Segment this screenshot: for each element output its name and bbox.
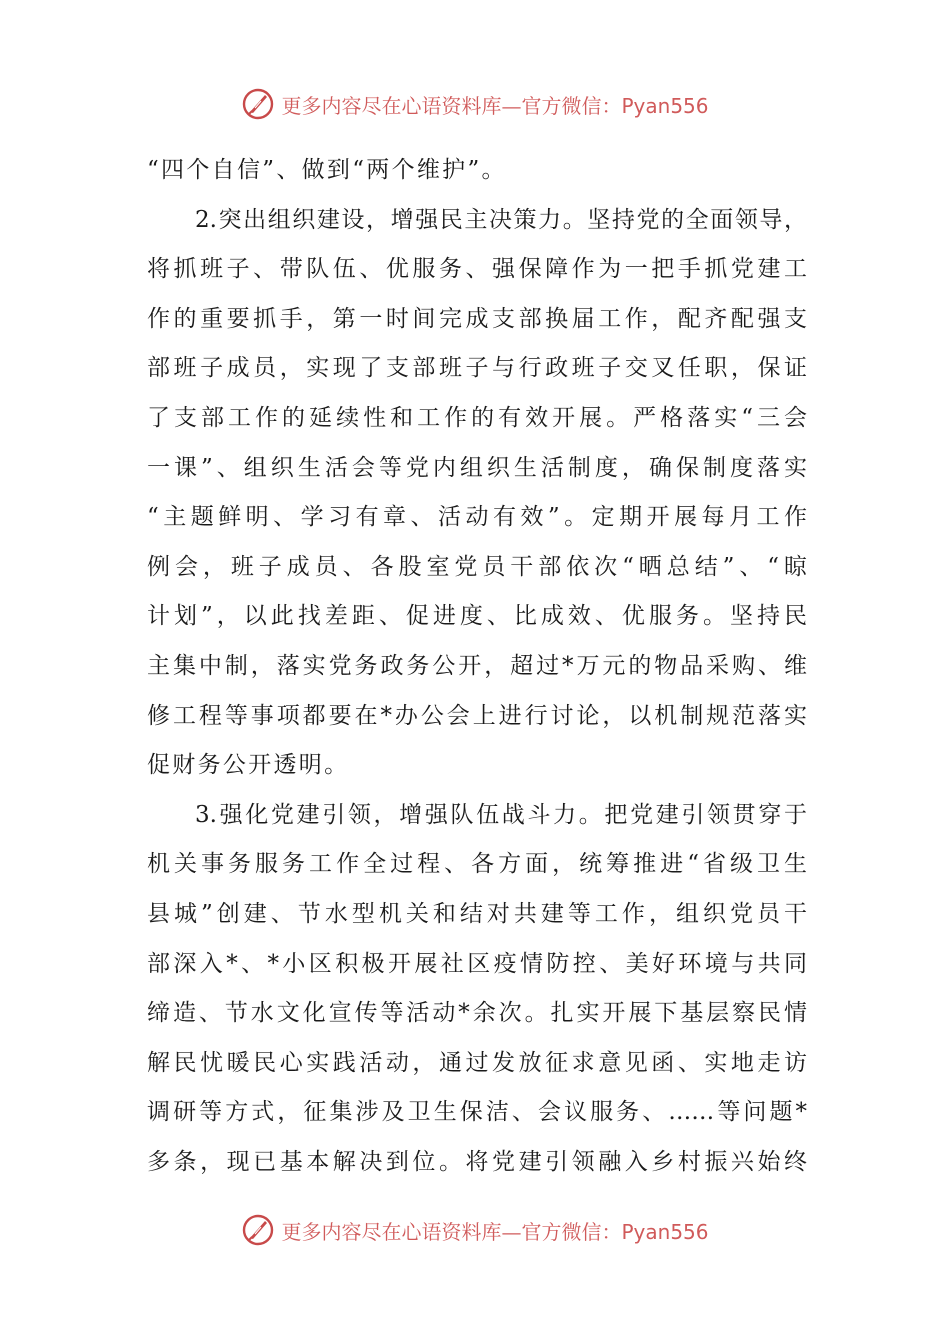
text-line: 促财务公开透明。 <box>147 752 350 779</box>
text-line: 机关事务服务工作全过程、各方面，统筹推进“省级卫生 <box>147 851 807 878</box>
text-line: 例会，班子成员、各股室党员干部依次“晒总结”、“晾 <box>147 553 807 580</box>
text-line: 了支部工作的延续性和工作的有效开展。严格落实“三会 <box>147 404 807 431</box>
text-line: 主集中制，落实党务政务公开，超过*万元的物品采购、维 <box>147 652 807 679</box>
text-line: 部深入*、*小区积极开展社区疫情防控、美好环境与共同 <box>147 950 807 977</box>
watermark-text: 更多内容尽在心语资料库—官方微信：Pyan556 <box>281 1219 709 1244</box>
text-line: 将抓班子、带队伍、优服务、强保障作为一把手抓党建工 <box>147 256 807 283</box>
text-line: 县城”创建、节水型机关和结对共建等工作，组织党员干 <box>147 900 807 927</box>
text-line: 计划”，以此找差距、促进度、比成效、优服务。坚持民 <box>147 603 807 630</box>
document-body <box>147 146 807 1187</box>
text-line: 调研等方式，征集涉及卫生保洁、会议服务、……等问题* <box>147 1099 807 1126</box>
text-line: 一课”、组织生活会等党内组织生活制度，确保制度落实 <box>147 454 807 481</box>
paragraph-heading-line: 3.强化党建引领，增强队伍战斗力。把党建引领贯穿于 <box>195 801 807 828</box>
text-line: 多条，现已基本解决到位。将党建引领融入乡村振兴始终 <box>147 1148 807 1175</box>
text-line: “主题鲜明、学习有章、活动有效”。定期开展每月工作 <box>147 504 807 531</box>
watermark-banner-top <box>0 84 950 124</box>
text-line: 修工程等事项都要在*办公会上进行讨论，以机制规范落实 <box>147 702 807 729</box>
text-line: 解民忧暖民心实践活动，通过发放征求意见函、实地走访 <box>147 1049 807 1076</box>
text-line: 缔造、节水文化宣传等活动*余次。扎实开展下基层察民情 <box>147 1000 807 1027</box>
quill-pen-circle-icon <box>241 1213 275 1247</box>
text-line: “四个自信”、做到“两个维护”。 <box>147 157 507 183</box>
quill-pen-circle-icon <box>241 87 275 121</box>
watermark-banner-bottom <box>0 1210 950 1250</box>
text-line: 部班子成员，实现了支部班子与行政班子交叉任职，保证 <box>147 355 807 382</box>
text-line: 作的重要抓手，第一时间完成支部换届工作，配齐配强支 <box>147 305 807 332</box>
paragraph-heading-line: 2.突出组织建设，增强民主决策力。坚持党的全面领导， <box>195 206 807 233</box>
watermark-text: 更多内容尽在心语资料库—官方微信：Pyan556 <box>281 93 709 118</box>
